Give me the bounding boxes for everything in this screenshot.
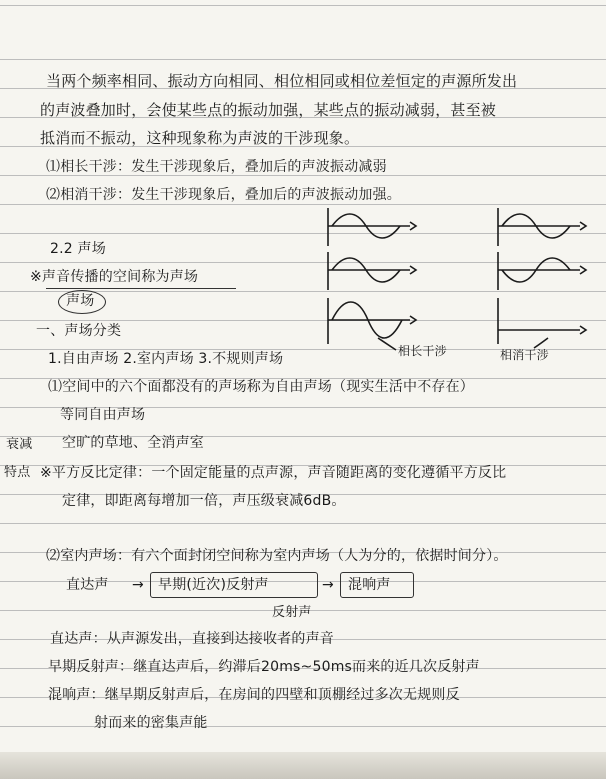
intro-line-2: 的声波叠加时，会使某些点的振动加强，某些点的振动减弱，甚至被 [40, 101, 497, 119]
room-field-definition: ⑵室内声场：有六个面封闭空间称为室内声场（人为分的，依据时间分）。 [46, 548, 508, 564]
intro-line-1: 当两个频率相同、振动方向相同、相位相同或相位差恒定的声源所发出 [46, 72, 518, 90]
direct-sound-definition: 直达声：从声源发出，直接到达接收者的声音 [50, 631, 334, 647]
chain-direct-sound: 直达声 [66, 577, 109, 593]
circled-term-text: 声场 [66, 293, 95, 309]
destructive-wave-label: 相消干涉 [500, 348, 549, 362]
side-note-attenuation: 衰减 [6, 437, 33, 452]
chain-early-reflection: 早期(近次)反射声 [158, 577, 269, 593]
chain-arrow-2: → [322, 577, 334, 593]
inverse-square-law-line-1: ※平方反比定律：一个固定能量的点声源，声音随距离的变化遵循平方反比 [40, 465, 507, 481]
chain-arrow-1: → [132, 577, 144, 593]
destructive-interference-item: ⑵相消干涉：发生干涉现象后，叠加后的声波振动加强。 [46, 187, 401, 203]
constructive-pointer [378, 338, 396, 350]
constructive-wave-set [328, 208, 416, 344]
intro-line-3: 抵消而不振动，这种现象称为声波的干涉现象。 [40, 129, 360, 147]
free-field-examples: 空旷的草地、全消声室 [62, 435, 204, 451]
reverberation-definition-line-1: 混响声：继早期反射声后，在房间的四壁和顶棚经过多次无规则反 [48, 687, 460, 703]
equal-free-field: 等同自由声场 [60, 407, 146, 423]
reverberation-definition-line-2: 射而来的密集声能 [94, 715, 208, 731]
free-field-definition: ⑴空间中的六个面都没有的声场称为自由声场（现实生活中不存在） [48, 379, 474, 395]
destructive-wave-set [498, 208, 586, 344]
classification-heading: 一、声场分类 [36, 323, 122, 339]
reflection-note: 反射声 [272, 605, 312, 620]
early-reflection-definition: 早期反射声：继直达声后，约滞后20ms~50ms而来的近几次反射声 [48, 659, 480, 675]
constructive-wave-label: 相长干涉 [398, 344, 447, 358]
side-note-feature: 特点 [4, 465, 31, 480]
sound-field-definition: ※声音传播的空间称为声场 [30, 269, 199, 285]
inverse-square-law-line-2: 定律，即距离每增加一倍，声压级衰减6dB。 [62, 493, 346, 509]
section-2-2-heading: 2.2 声场 [50, 241, 106, 257]
classification-items: 1.自由声场 2.室内声场 3.不规则声场 [48, 351, 284, 367]
chain-reverberation: 混响声 [348, 577, 391, 593]
constructive-interference-item: ⑴相长干涉：发生干涉现象后，叠加后的声波振动减弱 [46, 159, 387, 175]
